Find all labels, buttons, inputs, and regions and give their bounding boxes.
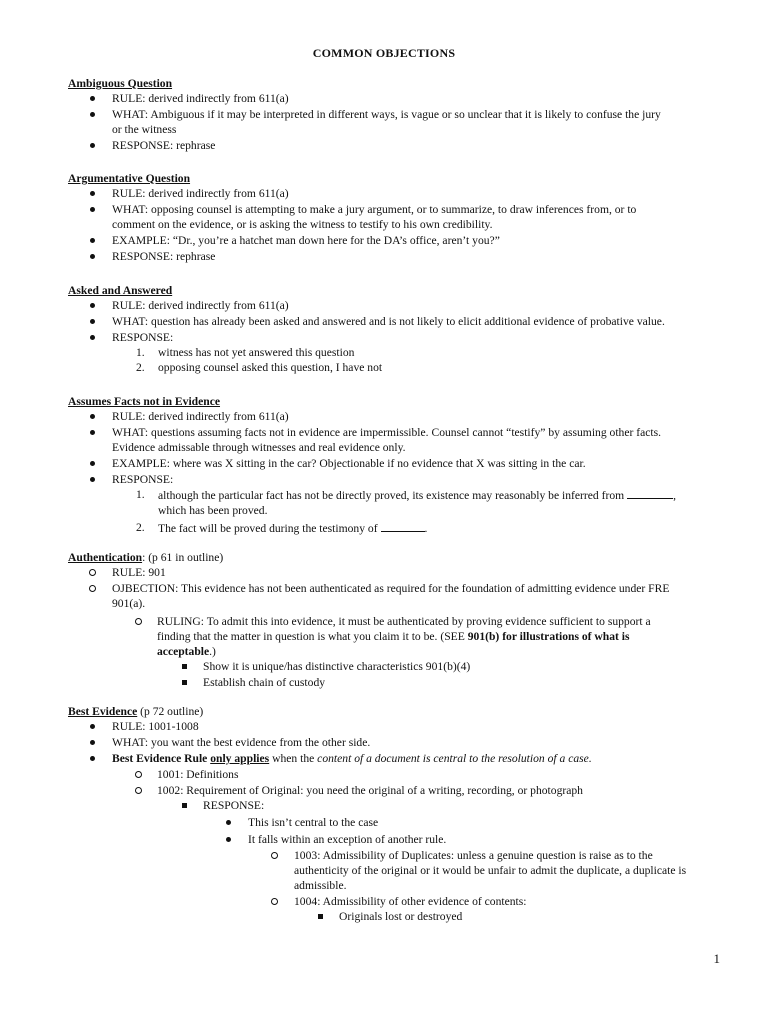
square-bullet-icon [318,914,323,919]
bullet-item: WHAT: questions assuming facts not in evidence are impermissible. Counsel cannot “testify” by assuming other facts. Evidence admissable through witnesses and real evidence only. [68,425,676,455]
bullet-item: RULE: derived indirectly from 611(a) [68,298,665,313]
bullet-icon [90,143,95,148]
fill-in-blank [381,520,425,532]
section-asked-and-answered [68,283,665,375]
bullet-item: WHAT: you want the best evidence from the other side. [68,735,686,750]
bullet-icon [90,335,95,340]
bullet-icon [90,238,95,243]
bullet-icon [90,461,95,466]
sub-bullet-item: RULING: To admit this into evidence, it must be authenticated by proving evidence sufficient to support a finding that the matter in question is what you claim it to be. (SEE 901(b) for illustrations of what is acceptable.) [68,614,669,659]
bullet-item: RULE: derived indirectly from 611(a) [68,409,676,424]
bullet-icon [90,96,95,101]
circle-bullet-icon [135,618,142,625]
circle-bullet-icon [135,787,142,794]
square-bullet-item: Establish chain of custody [68,675,669,690]
sub-bullet-item: OJBECTION: This evidence has not been authenticated as required for the foundation of admitting evidence under FRE 901(a). [68,581,669,611]
square-bullet-item: Show it is unique/has distinctive characteristics 901(b)(4) [68,659,669,674]
bullet-item: WHAT: opposing counsel is attempting to make a jury argument, or to summarize, to draw inferences from, or to comment on the evidence, or is asking the witness to testify to his own credibility. [68,202,636,232]
section-heading: Ambiguous Question [68,77,173,90]
bullet-icon [90,303,95,308]
circle-bullet-icon [89,585,96,592]
sub-bullet-item: 1004: Admissibility of other evidence of contents: [68,894,686,909]
square-bullet-item: Originals lost or destroyed [68,909,686,924]
bullet-item: RESPONSE: [68,330,665,345]
bullet-icon [90,477,95,482]
bullet-item: RULE: derived indirectly from 611(a) [68,91,661,106]
bullet-item: This isn’t central to the case [68,815,686,830]
circle-bullet-icon [271,852,278,859]
section-argumentative-question [68,171,636,264]
circle-bullet-icon [89,569,96,576]
numbered-item: 1. witness has not yet answered this question [136,346,355,359]
section-heading: Authentication [68,551,143,564]
bullet-item: Best Evidence Rule only applies when the content of a document is central to the resolution of a case. [68,751,686,766]
bullet-item: RULE: derived indirectly from 611(a) [68,186,636,201]
bullet-item: WHAT: Ambiguous if it may be interpreted in different ways, is vague or so unclear that it is likely to confuse the jury or the witness [68,107,661,137]
square-bullet-item: RESPONSE: [68,798,686,813]
bullet-item: WHAT: question has already been asked and answered and is not likely to elicit additional evidence of probative value. [68,314,665,329]
sub-bullet-item: 1001: Definitions [68,767,686,782]
bullet-icon [90,207,95,212]
section-authentication: Authentication: (p 61 in outline) RULE: 901 OJBECTION: This evidence has not been authenticated as required for the foundation of admitting evidence under FRE 901(a). RULING: To admit this into evidence, it must be authenticated by proving evidence sufficient to support a finding that the matter in question is what you claim it to be. (SEE 901(b) for illustrations of what is acceptable.) Show it is unique/has distinctive characteristics 901(b)(4) Establish chain of custody [68,551,670,689]
page-number: 1 [713,951,720,966]
fill-in-blank [627,487,673,499]
bullet-icon [90,112,95,117]
page-title: COMMON OBJECTIONS [312,46,456,60]
bullet-icon [90,254,95,259]
section-heading: Argumentative Question [68,172,191,185]
bullet-icon [226,820,231,825]
bullet-icon [90,414,95,419]
bullet-icon [90,430,95,435]
section-ambiguous-question [68,76,661,153]
square-bullet-icon [182,664,187,669]
sub-bullet-item: 1003: Admissibility of Duplicates: unless a genuine question is raise as to the authenticity of the original or it would be unfair to admit the duplicate, a duplicate is admissible. [68,848,686,893]
section-best-evidence: Best Evidence (p 72 outline) RULE: 1001-1008 WHAT: you want the best evidence from the other side. Best Evidence Rule only applies when the content of a document is central to the resolution of a case. 1001: Definitions 1002: Requirement of Original: you need the original of a writing, recording, or photograph RESPONSE: This isn’t central to the case It falls within an exception of another rule. 1003: Admissibility of Duplicates: unless a genuine question is raise as to the authenticity of the original or it would be unfair to admit the duplicate, a duplicate is admissible. 1004: Admissibility of other evidence of contents: Originals lost or destroyed [68,705,687,923]
square-bullet-icon [182,680,187,685]
bullet-item: RESPONSE: rephrase [68,138,661,153]
circle-bullet-icon [135,771,142,778]
sub-bullet-item: RULE: 901 [68,565,669,580]
square-bullet-icon [182,803,187,808]
bullet-item: EXAMPLE: “Dr., you’re a hatchet man down here for the DA’s office, aren’t you?” [68,233,636,248]
section-heading: Best Evidence [68,705,138,718]
bullet-icon [90,756,95,761]
bullet-icon [226,837,231,842]
bullet-icon [90,740,95,745]
numbered-item: 2. The fact will be proved during the testimony of . [136,521,428,535]
sub-bullet-item: 1002: Requirement of Original: you need the original of a writing, recording, or photograph [68,783,686,798]
bullet-item: It falls within an exception of another rule. [68,832,686,847]
numbered-item: 1. although the particular fact has not be directly proved, its existence may reasonably be inferred from , which has been proved. [136,488,676,517]
numbered-item: 2. opposing counsel asked this question, I have not [136,361,383,374]
bullet-item: RULE: 1001-1008 [68,719,686,734]
bullet-icon [90,724,95,729]
bullet-item: RESPONSE: [68,472,676,487]
section-heading: Asked and Answered [68,284,173,297]
bullet-item: RESPONSE: rephrase [68,249,636,264]
bullet-icon [90,319,95,324]
bullet-item: EXAMPLE: where was X sitting in the car? Objectionable if no evidence that X was sitting in the car. [68,456,676,471]
section-heading: Assumes Facts not in Evidence [68,395,221,408]
bullet-icon [90,191,95,196]
section-assumes-facts [68,394,676,536]
circle-bullet-icon [271,898,278,905]
